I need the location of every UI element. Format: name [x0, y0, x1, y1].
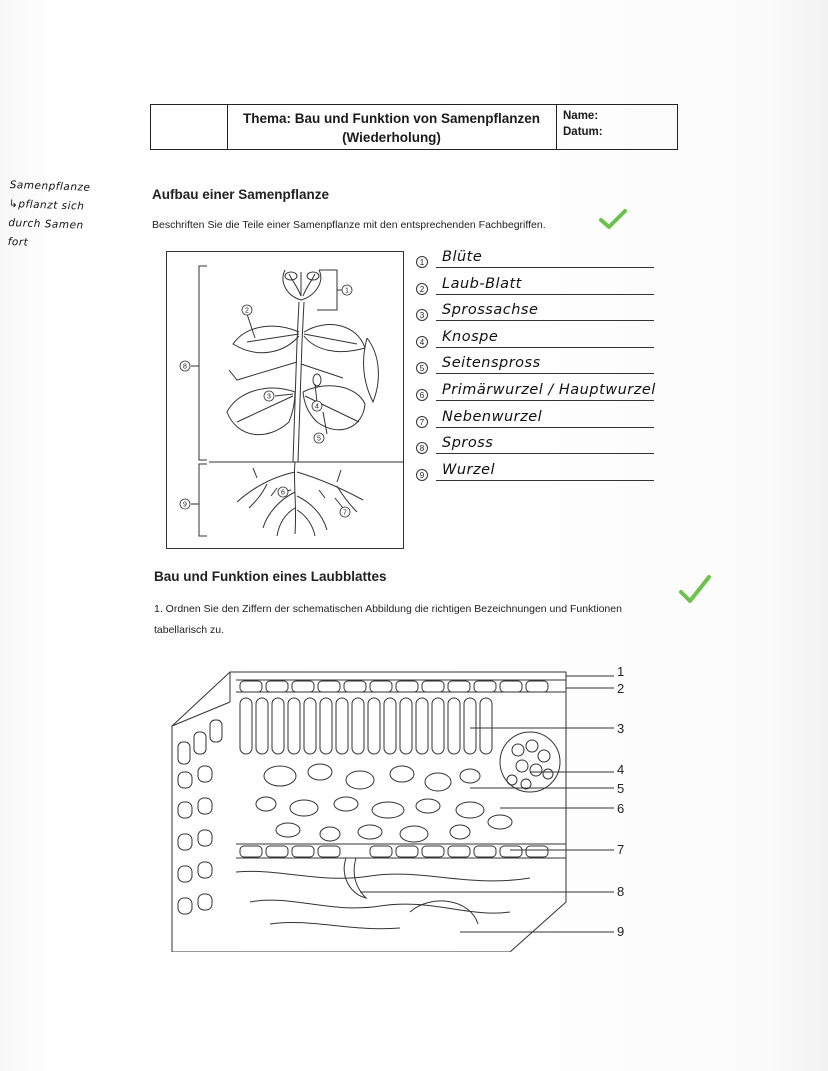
header-title: Thema: Bau und Funktion von Samenpflanzen [242, 111, 540, 126]
checkmark-icon [598, 208, 628, 230]
answer-line [436, 267, 654, 268]
answer-text: Wurzel [442, 461, 496, 478]
section2-heading: Bau und Funktion eines Laubblattes [154, 569, 387, 584]
section1-instruction: Beschriften Sie die Teile einer Samenpflanze mit den entsprechenden Fachbegriffen. [152, 219, 546, 231]
answer-row [416, 410, 746, 437]
answer-line [436, 427, 654, 428]
margin-note-line: Samenpflanze [9, 178, 91, 194]
answer-text: Seitenspross [442, 355, 541, 372]
answer-row [416, 436, 746, 463]
checkmark-icon [678, 574, 712, 604]
plant-label-7: 7 [343, 509, 347, 517]
answer-line [436, 347, 654, 348]
answer-number: 4 [416, 336, 428, 348]
plant-label-9: 9 [183, 501, 187, 509]
section2-instruction-line2: tabellarisch zu. [154, 624, 225, 636]
leaf-label-6: 6 [617, 801, 625, 816]
answer-text: Blüte [442, 249, 483, 265]
answer-number: 3 [416, 309, 428, 321]
answer-line [436, 453, 654, 454]
answer-number: 2 [416, 283, 428, 295]
answer-row [416, 463, 746, 490]
leaf-label-8: 8 [617, 884, 625, 899]
answer-text: Laub-Blatt [442, 275, 522, 292]
answer-number: 8 [416, 442, 428, 454]
answer-number: 6 [416, 389, 428, 401]
leaf-drawing [170, 662, 640, 952]
header-subtitle: (Wiederholung) [342, 130, 441, 145]
margin-note-line: ↳pflanzt sich [8, 197, 85, 213]
answer-line [436, 294, 654, 295]
margin-note-line: durch Samen [8, 216, 84, 232]
header-meta-cell [557, 105, 679, 149]
plant-label-8: 8 [183, 363, 187, 371]
leaf-cross-section [170, 662, 640, 952]
plant-drawing [167, 252, 405, 550]
answer-text: Sprossachse [442, 302, 539, 319]
plant-diagram [166, 251, 404, 549]
answer-row [416, 330, 746, 357]
answer-list [416, 250, 746, 489]
date-label: Datum: [563, 126, 603, 138]
answer-number: 5 [416, 362, 428, 374]
answer-number: 7 [416, 416, 428, 428]
leaf-label-4: 4 [617, 762, 625, 777]
plant-label-5: 5 [317, 435, 321, 443]
leaf-label-1: 1 [617, 664, 625, 679]
margin-note-line: fort [7, 235, 29, 249]
leaf-label-9: 9 [617, 924, 625, 939]
answer-text: Primärwurzel / Hauptwurzel [442, 381, 656, 398]
plant-label-2: 2 [245, 307, 249, 315]
answer-row [416, 277, 746, 304]
answer-text: Spross [442, 435, 494, 452]
header-title-cell [227, 105, 557, 149]
answer-number: 1 [416, 256, 428, 268]
answer-text: Nebenwurzel [442, 408, 543, 425]
answer-line [436, 373, 654, 374]
answer-line [436, 320, 654, 321]
header-table [150, 104, 678, 150]
section1-heading: Aufbau einer Samenpflanze [152, 187, 330, 202]
plant-label-1: 1 [345, 287, 349, 295]
plant-label-4: 4 [315, 403, 319, 411]
answer-number: 9 [416, 469, 428, 481]
header-empty-cell [151, 105, 228, 149]
answer-line [436, 480, 654, 481]
plant-label-3: 3 [267, 393, 271, 401]
plant-label-6: 6 [281, 489, 285, 497]
answer-row [416, 356, 746, 383]
leaf-label-7: 7 [617, 842, 625, 857]
leaf-label-2: 2 [617, 681, 625, 696]
margin-note [7, 176, 140, 256]
leaf-label-3: 3 [617, 721, 625, 736]
answer-text: Knospe [442, 328, 499, 345]
name-label: Name: [563, 110, 599, 122]
leaf-label-5: 5 [617, 781, 625, 796]
answer-row [416, 383, 746, 410]
answer-row [416, 303, 746, 330]
answer-row [416, 250, 746, 277]
section2-instruction-line1: 1. Ordnen Sie den Ziffern der schematischen Abbildung die richtigen Bezeichnungen und Funktionen [154, 603, 622, 615]
answer-line [436, 400, 654, 401]
